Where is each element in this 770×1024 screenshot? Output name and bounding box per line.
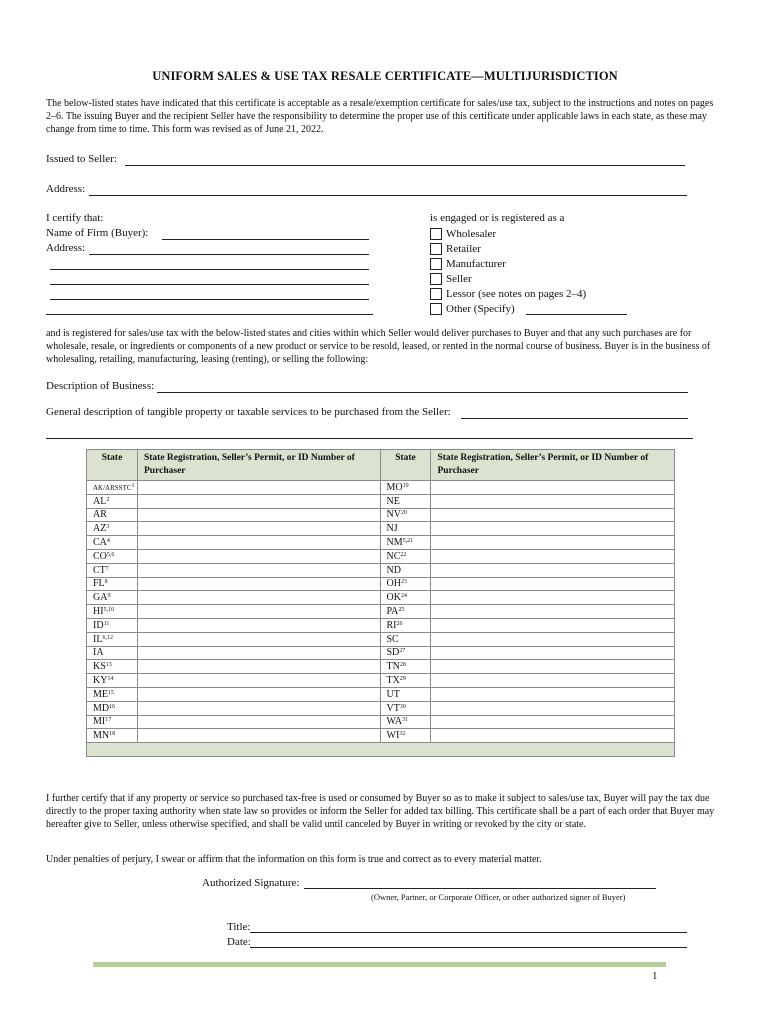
checkbox-wholesaler[interactable] bbox=[430, 228, 442, 240]
state-cell: WI$^{32}$ bbox=[380, 729, 431, 743]
table-row bbox=[87, 522, 675, 536]
registration-number-cell[interactable] bbox=[137, 632, 380, 646]
table-row bbox=[87, 715, 675, 729]
registration-number-cell[interactable] bbox=[431, 729, 675, 743]
checkbox-lessor[interactable] bbox=[430, 288, 442, 300]
buyer-address-field-2[interactable] bbox=[50, 269, 369, 270]
engaged-label: is engaged or is registered as a bbox=[430, 212, 565, 224]
state-cell: SD$^{27}$ bbox=[380, 646, 431, 660]
table-row bbox=[87, 632, 675, 646]
state-column-header: State bbox=[87, 450, 138, 481]
table-row bbox=[87, 563, 675, 577]
table-row bbox=[87, 660, 675, 674]
state-cell: UT bbox=[380, 687, 431, 701]
description-label: Description of Business: bbox=[46, 380, 155, 392]
state-cell: MD$^{16}$ bbox=[87, 701, 138, 715]
table-row bbox=[87, 591, 675, 605]
general-description-field-1[interactable] bbox=[461, 418, 688, 419]
table-row bbox=[87, 687, 675, 701]
checkbox-other[interactable] bbox=[430, 303, 442, 315]
table-row bbox=[87, 481, 675, 495]
firm-name-field[interactable] bbox=[162, 239, 369, 240]
registration-number-cell[interactable] bbox=[137, 508, 380, 522]
state-cell: OK$^{24}$ bbox=[380, 591, 431, 605]
page-number: 1 bbox=[652, 970, 658, 982]
certify-label: I certify that: bbox=[46, 212, 104, 224]
registration-number-cell[interactable] bbox=[431, 508, 675, 522]
registration-number-cell[interactable] bbox=[137, 494, 380, 508]
state-cell: IA bbox=[87, 646, 138, 660]
registration-number-cell[interactable] bbox=[431, 577, 675, 591]
registration-number-cell[interactable] bbox=[137, 729, 380, 743]
table-row bbox=[87, 508, 675, 522]
registration-number-cell[interactable] bbox=[137, 536, 380, 550]
buyer-address-field-4[interactable] bbox=[50, 299, 369, 300]
state-cell: NE bbox=[380, 494, 431, 508]
title-label: Title: bbox=[227, 921, 251, 933]
table-row bbox=[87, 646, 675, 660]
state-column-header: State bbox=[380, 450, 431, 481]
registration-number-cell[interactable] bbox=[431, 701, 675, 715]
registration-number-cell[interactable] bbox=[431, 536, 675, 550]
registration-number-cell[interactable] bbox=[137, 618, 380, 632]
table-footer-cell bbox=[87, 743, 675, 757]
form-title: UNIFORM SALES & USE TAX RESALE CERTIFICATE—MULTIJURISDICTION bbox=[152, 69, 618, 83]
state-cell: IL$^{6,12}$ bbox=[87, 632, 138, 646]
state-cell: PA$^{25}$ bbox=[380, 605, 431, 619]
states-table bbox=[86, 449, 675, 757]
registration-number-cell[interactable] bbox=[431, 646, 675, 660]
state-cell: NV$^{20}$ bbox=[380, 508, 431, 522]
type-manufacturer[interactable]: Manufacturer bbox=[430, 256, 506, 271]
table-row bbox=[87, 536, 675, 550]
state-cell: $FL^8$ bbox=[87, 577, 138, 591]
state-cell: RI$^{26}$ bbox=[380, 618, 431, 632]
state-cell: AR bbox=[87, 508, 138, 522]
table-row bbox=[87, 605, 675, 619]
intro-paragraph: The below-listed states have indicated that this certificate is acceptable as a resale/exemption certificate for sales/use tax, subject to the instructions and notes on pages 2–6. The issuing Buyer and the recipient Seller have the responsibility to determine the proper use of this certificate under applicable laws in each state, as these may change from time to time. This form was revised as of June 21, 2022. bbox=[46, 98, 714, 136]
registration-number-cell[interactable] bbox=[431, 481, 675, 495]
checkbox-seller[interactable] bbox=[430, 273, 442, 285]
state-cell: $CA^4$ bbox=[87, 536, 138, 550]
registration-number-cell[interactable] bbox=[137, 563, 380, 577]
further-certify-paragraph: I further certify that if any property or service so purchased tax-free is used or consumed by Buyer so as to make it subject to sales/use tax, Buyer will pay the tax due directly to the proper taxing authority when state law so provides or inform the Seller for added tax billing. This certificate shall be a part of each order that Buyer may hereafter give to Seller, unless otherwise specified, and shall be valid until canceled by Buyer in writing or revoked by the city or state. bbox=[46, 793, 715, 831]
registration-number-cell[interactable] bbox=[137, 646, 380, 660]
state-cell: WA$^{31}$ bbox=[380, 715, 431, 729]
type-other[interactable]: Other (Specify) bbox=[430, 301, 515, 316]
table-row bbox=[87, 549, 675, 563]
type-seller[interactable]: Seller bbox=[430, 271, 472, 286]
state-cell: MI$^{17}$ bbox=[87, 715, 138, 729]
state-cell: ND bbox=[380, 563, 431, 577]
date-label: Date: bbox=[227, 936, 251, 948]
buyer-address-field-1[interactable] bbox=[89, 254, 369, 255]
issued-to-seller-field[interactable] bbox=[125, 165, 685, 166]
registration-number-cell[interactable] bbox=[431, 632, 675, 646]
table-footer-row bbox=[87, 743, 675, 757]
registration-paragraph: and is registered for sales/use tax with the below-listed states and cities within which Seller would deliver purchases to Buyer and that any such purchases are for wholesale, resale, or ingredients or components of a new product or service to be resold, leased, or rented in the normal course of business. Buyer is in the business of wholesaling, retailing, manufacturing, leasing (renting), or selling the following: bbox=[46, 328, 711, 366]
registration-number-cell[interactable] bbox=[431, 563, 675, 577]
registration-number-cell[interactable] bbox=[137, 591, 380, 605]
other-specify-field[interactable] bbox=[526, 314, 627, 315]
date-field[interactable] bbox=[250, 947, 687, 948]
type-lessor[interactable]: Lessor (see notes on pages 2–4) bbox=[430, 286, 586, 301]
buyer-address-field-3[interactable] bbox=[50, 284, 369, 285]
registration-number-cell[interactable] bbox=[431, 660, 675, 674]
state-cell: TN$^{28}$ bbox=[380, 660, 431, 674]
state-cell: HI$^{5,10}$ bbox=[87, 605, 138, 619]
signature-note: (Owner, Partner, or Corporate Officer, or other authorized signer of Buyer) bbox=[371, 892, 626, 902]
buyer-address-label: Address: bbox=[46, 242, 86, 254]
perjury-paragraph: Under penalties of perjury, I swear or affirm that the information on this form is true and correct as to every material matter. bbox=[46, 854, 542, 865]
state-cell: MO$^{19}$ bbox=[380, 481, 431, 495]
state-cell: SC bbox=[380, 632, 431, 646]
registration-number-cell[interactable] bbox=[431, 687, 675, 701]
checkbox-manufacturer[interactable] bbox=[430, 258, 442, 270]
state-cell: $AL^2$ bbox=[87, 494, 138, 508]
registration-number-cell[interactable] bbox=[137, 481, 380, 495]
registration-number-cell[interactable] bbox=[137, 549, 380, 563]
registration-column-header: State Registration, Seller’s Permit, or ID Number of Purchaser bbox=[431, 450, 675, 481]
title-field[interactable] bbox=[250, 932, 687, 933]
state-cell: OH$^{23}$ bbox=[380, 577, 431, 591]
registration-number-cell[interactable] bbox=[431, 618, 675, 632]
table-row bbox=[87, 618, 675, 632]
registration-number-cell[interactable] bbox=[431, 715, 675, 729]
signature-label: Authorized Signature: bbox=[202, 877, 300, 889]
registration-number-cell[interactable] bbox=[137, 701, 380, 715]
registration-number-cell[interactable] bbox=[431, 494, 675, 508]
seller-address-field[interactable] bbox=[89, 195, 687, 196]
registration-number-cell[interactable] bbox=[431, 549, 675, 563]
state-cell: KS$^{13}$ bbox=[87, 660, 138, 674]
type-retailer[interactable]: Retailer bbox=[430, 241, 481, 256]
state-cell: NJ bbox=[380, 522, 431, 536]
registration-number-cell[interactable] bbox=[137, 687, 380, 701]
state-cell: TX$^{29}$ bbox=[380, 674, 431, 688]
registration-number-cell[interactable] bbox=[431, 674, 675, 688]
type-wholesaler[interactable]: Wholesaler bbox=[430, 226, 496, 241]
table-row bbox=[87, 701, 675, 715]
firm-name-label: Name of Firm (Buyer): bbox=[46, 227, 149, 239]
checkbox-retailer[interactable] bbox=[430, 243, 442, 255]
state-cell: $AZ^3$ bbox=[87, 522, 138, 536]
registration-number-cell[interactable] bbox=[137, 605, 380, 619]
description-field[interactable] bbox=[157, 392, 688, 393]
registration-number-cell[interactable] bbox=[137, 660, 380, 674]
buyer-address-field-5[interactable] bbox=[46, 314, 373, 315]
registration-number-cell[interactable] bbox=[137, 522, 380, 536]
registration-number-cell[interactable] bbox=[431, 605, 675, 619]
registration-number-cell[interactable] bbox=[431, 591, 675, 605]
general-description-field-2[interactable] bbox=[46, 438, 693, 439]
state-cell: VT$^{30}$ bbox=[380, 701, 431, 715]
registration-number-cell[interactable] bbox=[137, 577, 380, 591]
state-cell: CO$^{5,6}$ bbox=[87, 549, 138, 563]
table-row bbox=[87, 494, 675, 508]
state-cell: ID$^{11}$ bbox=[87, 618, 138, 632]
registration-column-header: State Registration, Seller’s Permit, or ID Number of Purchaser bbox=[137, 450, 380, 481]
state-cell: AK/ARSSTC$^1$ bbox=[87, 481, 138, 495]
registration-number-cell[interactable] bbox=[137, 715, 380, 729]
state-cell: NM$^{5,21}$ bbox=[380, 536, 431, 550]
general-description-label: General description of tangible property or taxable services to be purchased from the Seller: bbox=[46, 406, 451, 418]
state-cell: $GA^9$ bbox=[87, 591, 138, 605]
state-cell: $CT^7$ bbox=[87, 563, 138, 577]
state-cell: MN$^{18}$ bbox=[87, 729, 138, 743]
table-row bbox=[87, 729, 675, 743]
footer-divider bbox=[93, 962, 666, 967]
state-cell: NC$^{22}$ bbox=[380, 549, 431, 563]
table-row bbox=[87, 577, 675, 591]
registration-number-cell[interactable] bbox=[137, 674, 380, 688]
table-row bbox=[87, 674, 675, 688]
signature-field[interactable] bbox=[304, 888, 656, 889]
issued-to-seller-label: Issued to Seller: bbox=[46, 153, 117, 165]
seller-address-label: Address: bbox=[46, 183, 86, 195]
registration-number-cell[interactable] bbox=[431, 522, 675, 536]
state-cell: ME$^{15}$ bbox=[87, 687, 138, 701]
state-cell: KY$^{14}$ bbox=[87, 674, 138, 688]
